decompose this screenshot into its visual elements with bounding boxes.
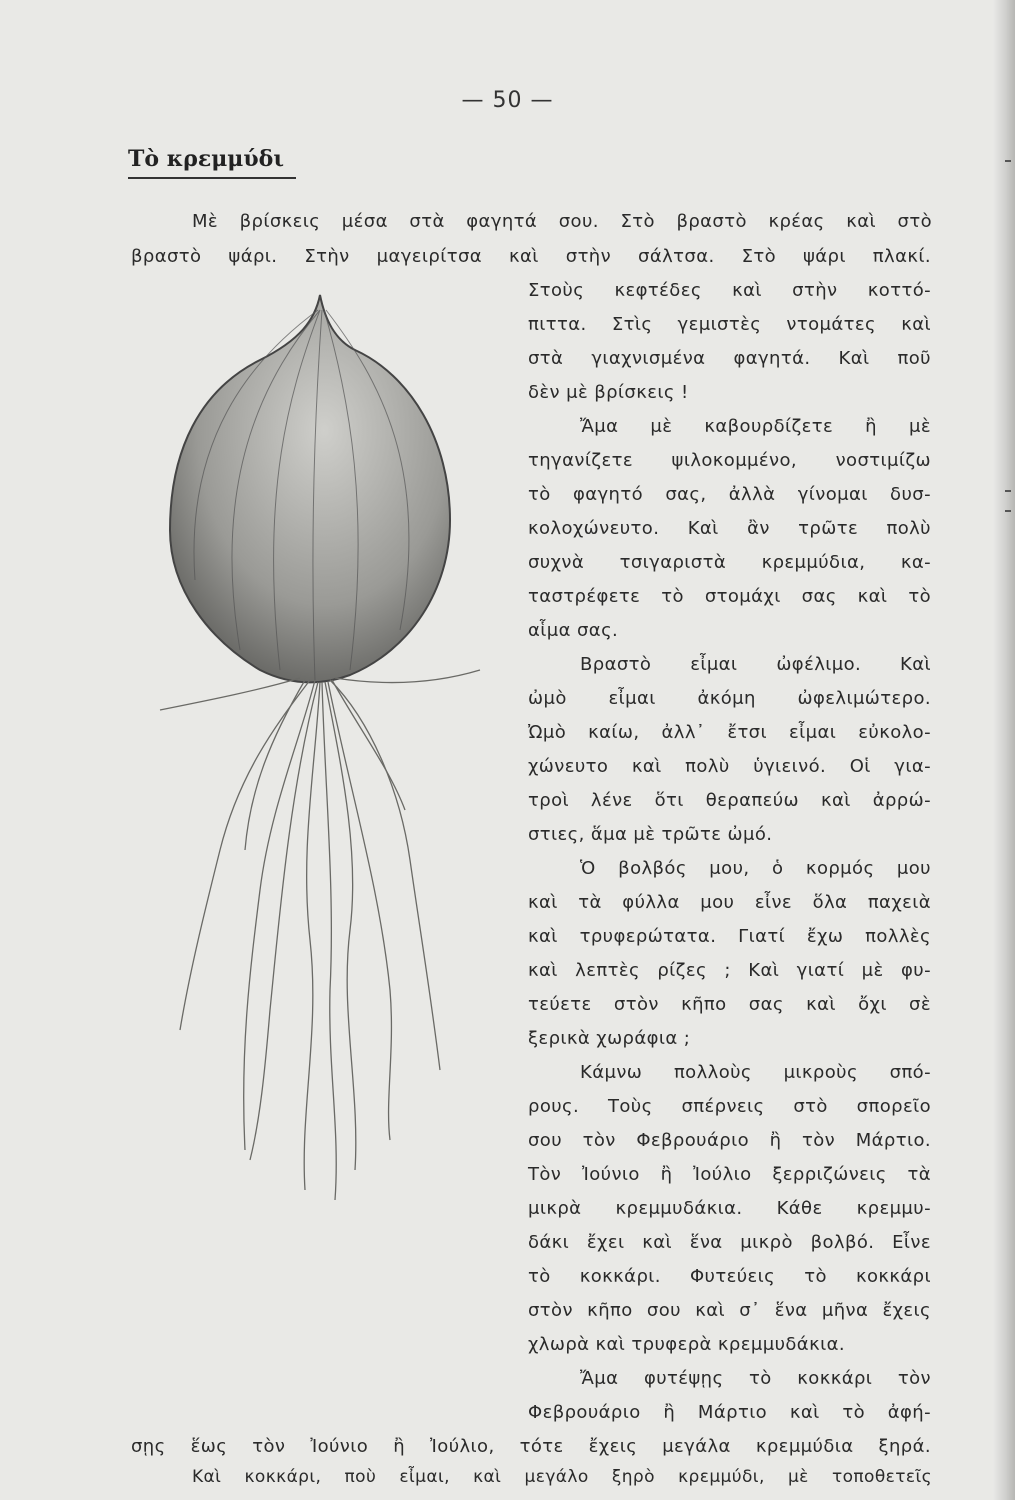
onion-roots [160,670,480,1200]
text-line: Μὲ βρίσκεις μέσα στὰ φαγητά σου. Στὸ βραστὸ κρέας καὶ στὸ [192,211,932,232]
text-line: Τὸν Ἰούνιο ἢ Ἰούλιο ξερριζώνεις τὰ [528,1164,931,1185]
text-line: Κάμνω πολλοὺς μικροὺς σπό- [580,1062,931,1083]
text-line: τροὶ λένε ὅτι θεραπεύω καὶ ἀρρώ- [528,790,931,811]
title-underline [128,177,296,179]
text-line: βραστὸ ψάρι. Στὴν μαγειρίτσα καὶ στὴν σάλτσα. Στὸ ψάρι πλακί. [131,246,931,267]
text-line: Φεβρουάριο ἢ Μάρτιο καὶ τὸ ἀφή- [528,1402,931,1423]
text-line: Στοὺς κεφτέδες καὶ στὴν κοττό- [528,280,931,301]
onion-illustration [150,290,530,1220]
text-line: ταστρέφετε τὸ στομάχι σας καὶ τὸ [528,586,931,607]
text-line: τὸ κοκκάρι. Φυτεύεις τὸ κοκκάρι [528,1266,931,1287]
text-line: καὶ λεπτὲς ρίζες ; Καὶ γιατί μὲ φυ- [528,960,931,981]
text-line: δάκι ἔχει καὶ ἕνα μικρὸ βολβό. Εἶνε [528,1232,931,1253]
text-line: αἷμα σας. [528,620,619,641]
text-line: τεύετε στὸν κῆπο σας καὶ ὄχι σὲ [528,994,931,1015]
text-line: χώνευτο καὶ πολὺ ὑγιεινό. Οἱ για- [528,756,931,777]
text-line: κολοχώνευτο. Καὶ ἂν τρῶτε πολὺ [528,518,931,539]
text-line: σου τὸν Φεβρουάριο ἢ τὸν Μάρτιο. [528,1130,931,1151]
text-line: πιττα. Στὶς γεμιστὲς ντομάτες καὶ [528,314,931,335]
text-line: τηγανίζετε ψιλοκομμένο, νοστιμίζω [528,450,931,471]
text-line: σῃς ἕως τὸν Ἰούνιο ἢ Ἰούλιο, τότε ἔχεις μεγάλα κρεμμύδια ξηρά. [131,1436,931,1457]
text-line: καὶ τὰ φύλλα μου εἶνε ὅλα παχειὰ [528,892,931,913]
text-line: Καὶ κοκκάρι, ποὺ εἶμαι, καὶ μεγάλο ξηρὸ κρεμμύδι, μὲ τοποθετεῖς [192,1467,932,1487]
onion-bulb [170,295,450,682]
text-line: Ὠμὸ καίω, ἀλλ᾿ ἔτσι εἶμαι εὐκολο- [528,722,931,743]
text-line: τὸ φαγητό σας, ἀλλὰ γίνομαι δυσ- [528,484,931,505]
text-line: στὸν κῆπο σου καὶ σ᾿ ἕνα μῆνα ἔχεις [528,1300,931,1321]
text-line: στιες, ἅμα μὲ τρῶτε ὠμό. [528,824,773,845]
text-line: Ὁ βολβός μου, ὁ κορμός μου [580,858,931,879]
text-line: Ἄμα φυτέψῃς τὸ κοκκάρι τὸν [580,1368,931,1389]
text-line: Βραστὸ εἶμαι ὠφέλιμο. Καὶ [580,654,931,675]
text-line: μικρὰ κρεμμυδάκια. Κάθε κρεμμυ- [528,1198,931,1219]
text-line: χλωρὰ καὶ τρυφερὰ κρεμμυδάκια. [528,1334,845,1355]
chapter-title: Τὸ κρεμμύδι [128,146,284,172]
text-line: καὶ τρυφερώτατα. Γιατί ἔχω πολλὲς [528,926,931,947]
text-line: ρους. Τοὺς σπέρνεις στὸ σπορεῖο [528,1096,931,1117]
text-line: ὠμὸ εἶμαι ἀκόμη ὠφελιμώτερο. [528,688,931,709]
text-line: Ἄμα μὲ καβουρδίζετε ἢ μὲ [580,416,931,437]
page-number: — 50 — [461,88,554,113]
edge-mark [1005,510,1011,512]
text-line: συχνὰ τσιγαριστὰ κρεμμύδια, κα- [528,552,931,573]
text-line: ξερικὰ χωράφια ; [528,1028,691,1049]
edge-mark [1005,490,1011,492]
text-line: στὰ γιαχνισμένα φαγητά. Καὶ ποῦ [528,348,931,369]
text-line: δὲν μὲ βρίσκεις ! [528,382,689,403]
edge-mark [1005,160,1011,162]
page-edge-shadow [993,0,1015,1500]
